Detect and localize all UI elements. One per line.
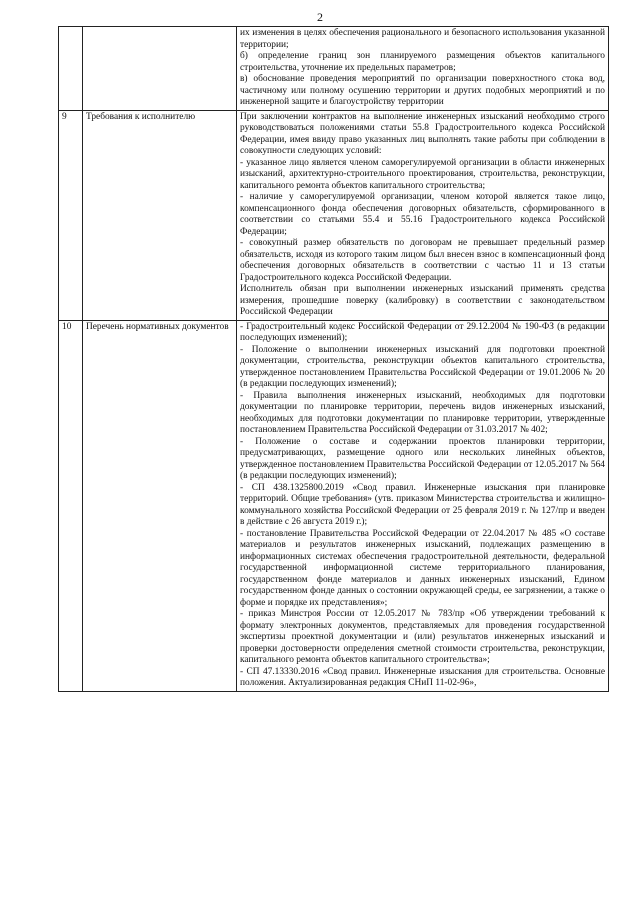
paragraph: б) определение границ зон планируемого размещения объектов капитального строительства, уточнение их предельных параметров;: [240, 51, 605, 73]
paragraph: в) обоснование проведения мероприятий по организации поверхностного стока вод, частичному или полному осушению территории и других подобных мероприятий и по инженерной защите и благоустройству территории: [240, 74, 605, 107]
requirements-table: [58, 26, 609, 692]
row-number: [59, 27, 83, 111]
paragraph: - Градостроительный кодекс Российской Федерации от 29.12.2004 № 190-ФЗ (в редакции последующих изменений);: [240, 321, 605, 343]
paragraph: - СП 438.1325800.2019 «Свод правил. Инженерные изыскания при планировке территорий. Общие требования» (утв. приказом Министерства строительства и жилищно-коммунального хозяйства Российской Федерации от 25 февраля 2019 г. № 127/пр и введен в действие с 26 августа 2019 г.);: [240, 482, 605, 527]
paragraph: - СП 47.13330.2016 «Свод правил. Инженерные изыскания для строительства. Основные положения. Актуализированная редакция СНиП 11-02-96»,: [240, 666, 605, 688]
table-row: [59, 320, 609, 691]
table-row: [59, 27, 609, 111]
row-content: [237, 320, 609, 691]
row-content: [237, 110, 609, 320]
row-number: 9: [59, 110, 83, 320]
paragraph: - Положение о выполнении инженерных изысканий для подготовки проектной документации, строительства, реконструкции объектов капитального строительства, утвержденное постановлением Правительства Российской Федерации от 19.01.2006 № 20 (в редакции последующих изменений);: [240, 344, 605, 389]
row-title: [83, 27, 237, 111]
paragraph: их изменения в целях обеспечения рационального и безопасного использования указанной территории;: [240, 28, 605, 50]
row-title: Требования к исполнителю: [83, 110, 237, 320]
paragraph: Исполнитель обязан при выполнении инженерных изысканий применять средства измерения, прошедшие поверку (калибровку) в соответствии с законодательством Российской Федерации: [240, 284, 605, 317]
table-row: [59, 110, 609, 320]
row-title: Перечень нормативных документов: [83, 320, 237, 691]
paragraph: - совокупный размер обязательств по договорам не превышает предельный размер обязательств, исходя из которого таким лицом был внесен взнос в компенсационный фонд обеспечения договорных обязательств в соответствии с частью 11 и 13 статьи Градостроительного кодекса Российской Федерации.: [240, 238, 605, 283]
paragraph: При заключении контрактов на выполнение инженерных изысканий необходимо строго руководствоваться положениями статьи 55.8 Градостроительного кодекса Российской Федерации, имея ввиду право указанных лиц выполнять такие работы при соблюдении в совокупности следующих условий:: [240, 111, 605, 156]
paragraph: - постановление Правительства Российской Федерации от 22.04.2017 № 485 «О составе материалов и результатов инженерных изысканий, подлежащих размещению в информационных системах обеспечения градостроительной деятельности, федеральной государственной информационной системе территориального планирования, государственном фонде материалов и данных инженерных изысканий, Едином государственном фонде данных о состоянии окружающей среды, ее загрязнении, а также о форме и порядке их представления»;: [240, 528, 605, 608]
page-number: 2: [317, 10, 323, 24]
paragraph: - приказ Минстроя России от 12.05.2017 № 783/пр «Об утверждении требований к формату электронных документов, представляемых для проведения государственной экспертизы проектной документации и (или) результатов инженерных изысканий и проверки достоверности определения сметной стоимости строительства, реконструкции, капитального ремонта объектов капитального строительства»;: [240, 609, 605, 665]
paragraph: - указанное лицо является членом саморегулируемой организации в области инженерных изысканий, архитектурно-строительного проектирования, строительства, реконструкции, капитального ремонта объектов капитального строительства;: [240, 157, 605, 191]
paragraph: - наличие у саморегулируемой организации, членом которой является такое лицо, компенсационного фонда обеспечения договорных обязательств, сформированного в соответствии со статьями 55.4 и 55.16 Градостроительного кодекса Российской Федерации;: [240, 192, 605, 237]
paragraph: - Положение о составе и содержании проектов планировки территории, предусматривающих, размещение одного или нескольких линейных объектов, утвержденное постановлением Правительства Российской Федерации от 12.05.2017 № 564 (в редакции последующих изменений);: [240, 436, 605, 481]
paragraph: - Правила выполнения инженерных изысканий, необходимых для подготовки документации по планировке территории, перечень видов инженерных изысканий, необходимых для подготовки документации по планировке территории, утвержденные постановлением Правительства Российской Федерации от 31.03.2017 № 402;: [240, 390, 605, 435]
row-content: [237, 27, 609, 111]
row-number: 10: [59, 320, 83, 691]
